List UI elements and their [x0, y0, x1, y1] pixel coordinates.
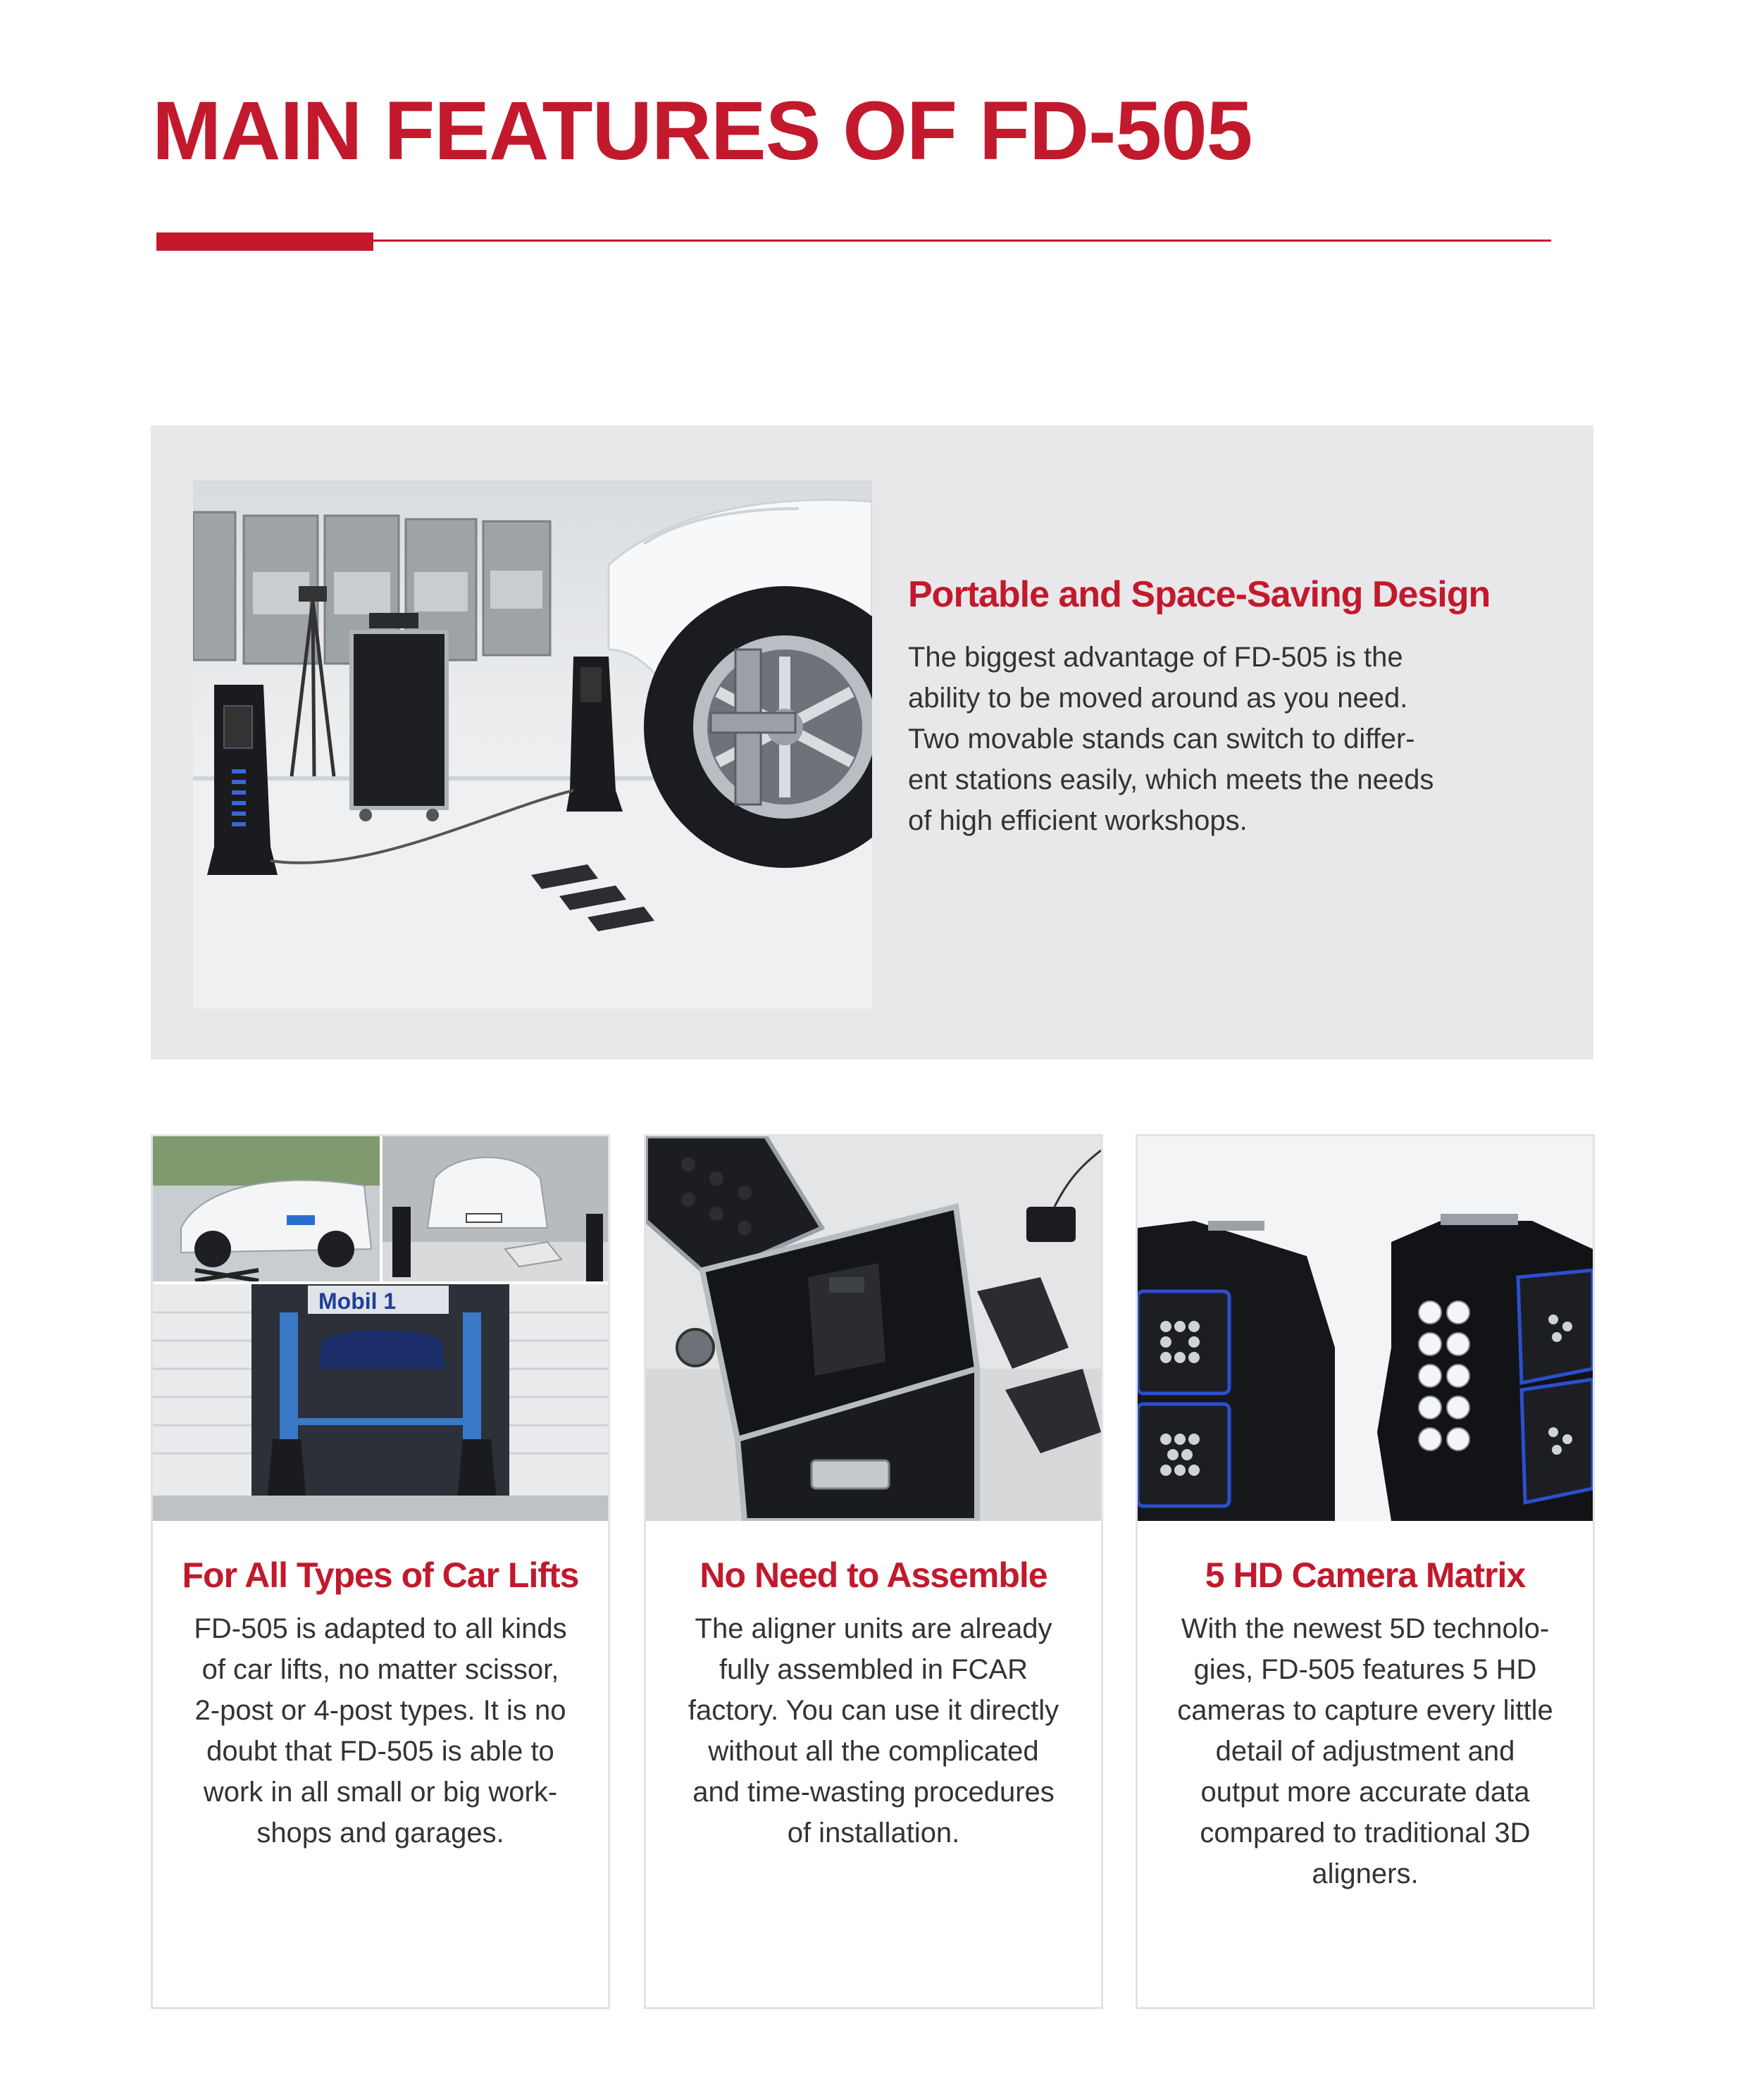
no-assembly-body-line: The aligner units are already — [695, 1613, 1052, 1644]
camera-matrix-body-line: compared to traditional 3D — [1200, 1818, 1531, 1849]
camera-matrix-text — [1138, 1555, 1593, 1894]
car-lifts-body-line: shops and garages. — [256, 1818, 504, 1849]
no-assembly-heading: No Need to Assemble — [700, 1555, 1047, 1595]
camera-matrix-body — [1138, 1608, 1593, 1894]
camera-matrix-body-line: aligners. — [1312, 1858, 1419, 1889]
camera-matrix-body-line: output more accurate data — [1200, 1777, 1530, 1808]
hero-body-line: The biggest advantage of FD-505 is the — [908, 642, 1403, 673]
car-lifts-body-line: 2-post or 4-post types. It is no — [194, 1695, 566, 1726]
camera-matrix-photo — [1138, 1136, 1593, 1521]
no-assembly-body-line: and time-wasting procedures — [692, 1777, 1055, 1808]
hero-body-line: of high efficient workshops. — [908, 805, 1248, 836]
camera-matrix-body-line: gies, FD-505 features 5 HD — [1193, 1654, 1537, 1685]
camera-matrix-body-line: cameras to capture every little — [1177, 1695, 1553, 1726]
camera-matrix-body-line: With the newest 5D technolo- — [1181, 1613, 1550, 1644]
car-lifts-text — [153, 1555, 608, 1853]
feature-card-no-assembly — [644, 1134, 1103, 2009]
car-lifts-body-line: of car lifts, no matter scissor, — [201, 1654, 559, 1685]
title-divider-accent — [156, 232, 373, 251]
no-assembly-text — [646, 1555, 1101, 1853]
lift-sign-text: Mobil 1 — [318, 1288, 397, 1314]
flight-case-photo — [646, 1136, 1101, 1521]
car-lifts-photo-collage — [153, 1136, 608, 1521]
hero-feature-heading: Portable and Space-Saving Design — [908, 574, 1491, 615]
feature-card-car-lifts — [151, 1134, 610, 2009]
workshop-photo — [193, 480, 872, 1009]
no-assembly-body-line: without all the complicated — [708, 1736, 1039, 1767]
no-assembly-body-line: of installation. — [787, 1818, 960, 1849]
feature-card-camera-matrix — [1136, 1134, 1595, 2009]
hero-body-line: ent stations easily, which meets the needs — [908, 764, 1434, 795]
no-assembly-body — [646, 1608, 1101, 1853]
hero-feature-text — [908, 573, 1542, 841]
car-lifts-body-line: work in all small or big work- — [203, 1777, 558, 1808]
car-lifts-body-line: FD-505 is adapted to all kinds — [194, 1613, 567, 1644]
no-assembly-body-line: factory. You can use it directly — [688, 1695, 1059, 1726]
camera-matrix-body-line: detail of adjustment and — [1215, 1736, 1515, 1767]
hero-body-line: Two movable stands can switch to differ- — [908, 723, 1415, 754]
no-assembly-body-line: fully assembled in FCAR — [719, 1654, 1028, 1685]
car-lifts-heading: For All Types of Car Lifts — [182, 1555, 579, 1595]
hero-feature-body — [908, 637, 1542, 841]
car-lifts-body — [153, 1608, 608, 1853]
hero-feature-panel — [151, 425, 1593, 1060]
car-lifts-body-line: doubt that FD-505 is able to — [206, 1736, 554, 1767]
camera-matrix-heading: 5 HD Camera Matrix — [1205, 1555, 1526, 1595]
hero-body-line: ability to be moved around as you need. — [908, 683, 1408, 714]
page-title: MAIN FEATURES OF FD-505 — [152, 85, 1252, 178]
